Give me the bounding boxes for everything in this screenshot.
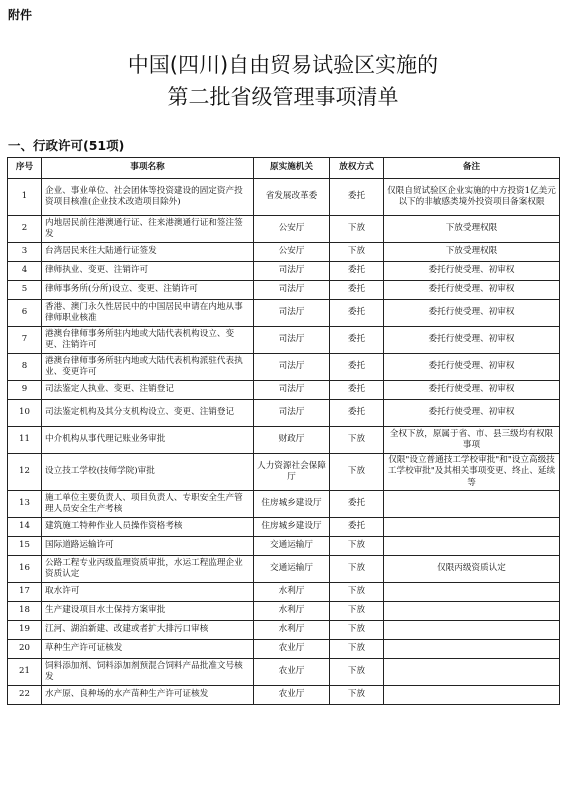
cell-name: 律师事务所(分所)设立、变更、注销许可 bbox=[42, 281, 254, 300]
cell-mode: 下放 bbox=[330, 602, 384, 621]
cell-name: 中介机构从事代理记账业务审批 bbox=[42, 427, 254, 454]
cell-no: 4 bbox=[8, 262, 42, 281]
table-row bbox=[8, 300, 560, 327]
header-dept: 原实施机关 bbox=[254, 158, 330, 179]
cell-no: 22 bbox=[8, 686, 42, 705]
cell-name: 内地居民前往港澳通行证、往来港澳通行证和签注签发 bbox=[42, 216, 254, 243]
cell-no: 16 bbox=[8, 556, 42, 583]
cell-note bbox=[384, 518, 560, 537]
cell-no: 9 bbox=[8, 381, 42, 400]
cell-no: 6 bbox=[8, 300, 42, 327]
cell-mode: 下放 bbox=[330, 659, 384, 686]
cell-no: 1 bbox=[8, 179, 42, 216]
cell-dept: 司法厅 bbox=[254, 262, 330, 281]
cell-no: 20 bbox=[8, 640, 42, 659]
table-row bbox=[8, 537, 560, 556]
cell-note bbox=[384, 583, 560, 602]
cell-note: 委托行使受理、初审权 bbox=[384, 281, 560, 300]
cell-dept: 水利厅 bbox=[254, 602, 330, 621]
matters-table bbox=[7, 157, 560, 705]
cell-no: 3 bbox=[8, 243, 42, 262]
header-name: 事项名称 bbox=[42, 158, 254, 179]
cell-mode: 委托 bbox=[330, 400, 384, 427]
table-row bbox=[8, 640, 560, 659]
table-row bbox=[8, 518, 560, 537]
cell-name: 设立技工学校(技师学院)审批 bbox=[42, 454, 254, 491]
header-note: 备注 bbox=[384, 158, 560, 179]
cell-name: 国际道路运输许可 bbox=[42, 537, 254, 556]
cell-dept: 住房城乡建设厅 bbox=[254, 491, 330, 518]
cell-note bbox=[384, 640, 560, 659]
cell-mode: 委托 bbox=[330, 281, 384, 300]
cell-no: 7 bbox=[8, 327, 42, 354]
cell-mode: 委托 bbox=[330, 381, 384, 400]
cell-mode: 下放 bbox=[330, 556, 384, 583]
table-row bbox=[8, 491, 560, 518]
cell-dept: 司法厅 bbox=[254, 400, 330, 427]
cell-name: 司法鉴定机构及其分支机构设立、变更、注销登记 bbox=[42, 400, 254, 427]
cell-note: 仅限丙级资质认定 bbox=[384, 556, 560, 583]
cell-mode: 下放 bbox=[330, 621, 384, 640]
table-row bbox=[8, 354, 560, 381]
cell-mode: 下放 bbox=[330, 686, 384, 705]
cell-dept: 公安厅 bbox=[254, 243, 330, 262]
cell-mode: 下放 bbox=[330, 216, 384, 243]
cell-name: 取水许可 bbox=[42, 583, 254, 602]
table-row bbox=[8, 400, 560, 427]
cell-note bbox=[384, 602, 560, 621]
cell-name: 香港、澳门永久性居民中的中国居民申请在内地从事律师职业核准 bbox=[42, 300, 254, 327]
table-header-row bbox=[8, 158, 560, 179]
cell-name: 生产建设项目水土保持方案审批 bbox=[42, 602, 254, 621]
cell-note: 下放受理权限 bbox=[384, 243, 560, 262]
cell-mode: 下放 bbox=[330, 243, 384, 262]
cell-no: 19 bbox=[8, 621, 42, 640]
cell-name: 江河、湖泊新建、改建或者扩大排污口审核 bbox=[42, 621, 254, 640]
table-row bbox=[8, 427, 560, 454]
cell-no: 15 bbox=[8, 537, 42, 556]
section-heading: 一、行政许可(51项) bbox=[8, 138, 125, 153]
cell-note: 下放受理权限 bbox=[384, 216, 560, 243]
cell-name: 水产原、良种场的水产苗种生产许可证核发 bbox=[42, 686, 254, 705]
cell-note: 全权下放，原属于省、市、县三级均有权限事项 bbox=[384, 427, 560, 454]
cell-mode: 委托 bbox=[330, 518, 384, 537]
cell-mode: 委托 bbox=[330, 179, 384, 216]
cell-note bbox=[384, 537, 560, 556]
cell-dept: 司法厅 bbox=[254, 281, 330, 300]
document-title-line-2: 第二批省级管理事项清单 bbox=[167, 85, 399, 109]
cell-dept: 司法厅 bbox=[254, 300, 330, 327]
cell-name: 港澳台律师事务所驻内地或大陆代表机构设立、变更、注销许可 bbox=[42, 327, 254, 354]
cell-note: 委托行使受理、初审权 bbox=[384, 300, 560, 327]
cell-dept: 财政厅 bbox=[254, 427, 330, 454]
document-title-line-1: 中国(四川)自由贸易试验区实施的 bbox=[127, 53, 439, 77]
cell-note: 委托行使受理、初审权 bbox=[384, 354, 560, 381]
cell-note: 仅限"设立普通技工学校审批"和"设立高级技工学校审批"及其相关事项变更、终止、延续等 bbox=[384, 454, 560, 491]
cell-dept: 农业厅 bbox=[254, 659, 330, 686]
cell-dept: 农业厅 bbox=[254, 640, 330, 659]
cell-no: 21 bbox=[8, 659, 42, 686]
cell-no: 17 bbox=[8, 583, 42, 602]
cell-name: 施工单位主要负责人、项目负责人、专职安全生产管理人员安全生产考核 bbox=[42, 491, 254, 518]
header-no: 序号 bbox=[8, 158, 42, 179]
cell-dept: 司法厅 bbox=[254, 354, 330, 381]
table-row bbox=[8, 327, 560, 354]
cell-mode: 下放 bbox=[330, 427, 384, 454]
table-row bbox=[8, 556, 560, 583]
cell-name: 企业、事业单位、社会团体等投资建设的固定资产投资项目核准(企业技术改造项目除外) bbox=[42, 179, 254, 216]
cell-mode: 委托 bbox=[330, 491, 384, 518]
cell-name: 港澳台律师事务所驻内地或大陆代表机构派驻代表执业、变更许可 bbox=[42, 354, 254, 381]
cell-name: 司法鉴定人执业、变更、注销登记 bbox=[42, 381, 254, 400]
table-row bbox=[8, 381, 560, 400]
table-row bbox=[8, 262, 560, 281]
cell-note: 委托行使受理、初审权 bbox=[384, 381, 560, 400]
cell-name: 公路工程专业丙级监理资质审批，水运工程监理企业资质认定 bbox=[42, 556, 254, 583]
cell-note bbox=[384, 686, 560, 705]
cell-note bbox=[384, 491, 560, 518]
cell-name: 律师执业、变更、注销许可 bbox=[42, 262, 254, 281]
cell-dept: 水利厅 bbox=[254, 621, 330, 640]
cell-mode: 委托 bbox=[330, 327, 384, 354]
cell-name: 饲料添加剂、饲料添加剂预混合饲料产品批准文号核发 bbox=[42, 659, 254, 686]
cell-name: 台湾居民来往大陆通行证签发 bbox=[42, 243, 254, 262]
cell-dept: 交通运输厅 bbox=[254, 556, 330, 583]
cell-no: 12 bbox=[8, 454, 42, 491]
cell-no: 5 bbox=[8, 281, 42, 300]
cell-no: 11 bbox=[8, 427, 42, 454]
table-row bbox=[8, 281, 560, 300]
cell-dept: 住房城乡建设厅 bbox=[254, 518, 330, 537]
cell-mode: 下放 bbox=[330, 454, 384, 491]
attachment-label: 附件 bbox=[8, 8, 33, 22]
table-row bbox=[8, 686, 560, 705]
cell-no: 14 bbox=[8, 518, 42, 537]
cell-note: 仅限自贸试验区企业实施的中方投资1亿美元以下的非敏感类境外投资项目备案权限 bbox=[384, 179, 560, 216]
table-row bbox=[8, 602, 560, 621]
cell-mode: 下放 bbox=[330, 640, 384, 659]
cell-dept: 人力资源社会保障厅 bbox=[254, 454, 330, 491]
cell-mode: 委托 bbox=[330, 262, 384, 281]
header-mode: 放权方式 bbox=[330, 158, 384, 179]
cell-dept: 司法厅 bbox=[254, 327, 330, 354]
table-row bbox=[8, 179, 560, 216]
cell-note bbox=[384, 621, 560, 640]
cell-mode: 委托 bbox=[330, 300, 384, 327]
cell-no: 8 bbox=[8, 354, 42, 381]
cell-dept: 公安厅 bbox=[254, 216, 330, 243]
table-row bbox=[8, 243, 560, 262]
cell-dept: 司法厅 bbox=[254, 381, 330, 400]
cell-dept: 交通运输厅 bbox=[254, 537, 330, 556]
table-row bbox=[8, 621, 560, 640]
cell-no: 10 bbox=[8, 400, 42, 427]
cell-mode: 下放 bbox=[330, 583, 384, 602]
cell-mode: 委托 bbox=[330, 354, 384, 381]
cell-no: 13 bbox=[8, 491, 42, 518]
cell-no: 18 bbox=[8, 602, 42, 621]
cell-no: 2 bbox=[8, 216, 42, 243]
table-row bbox=[8, 216, 560, 243]
cell-name: 建筑施工特种作业人员操作资格考核 bbox=[42, 518, 254, 537]
table-row bbox=[8, 583, 560, 602]
cell-note bbox=[384, 659, 560, 686]
table-row bbox=[8, 454, 560, 491]
cell-note: 委托行使受理、初审权 bbox=[384, 327, 560, 354]
table-row bbox=[8, 659, 560, 686]
cell-note: 委托行使受理、初审权 bbox=[384, 262, 560, 281]
cell-dept: 水利厅 bbox=[254, 583, 330, 602]
cell-mode: 下放 bbox=[330, 537, 384, 556]
cell-name: 草种生产许可证核发 bbox=[42, 640, 254, 659]
cell-dept: 农业厅 bbox=[254, 686, 330, 705]
cell-dept: 省发展改革委 bbox=[254, 179, 330, 216]
cell-note: 委托行使受理、初审权 bbox=[384, 400, 560, 427]
